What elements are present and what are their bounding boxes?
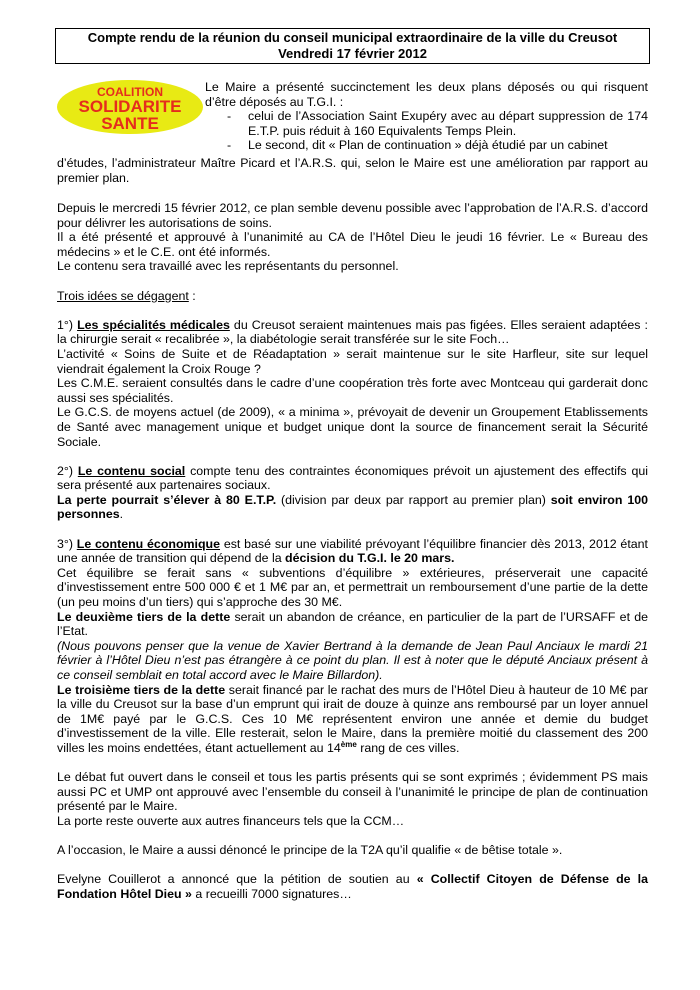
paragraph: Le G.C.S. de moyens actuel (de 2009), « a minima », prévoyait de devenir un Groupement Etablissements de Santé avec management unique et budget unique dont la source de financement serait la Sécurité Sociale. — [57, 405, 648, 449]
list-item-text: celui de l’Association Saint Exupéry avec au départ suppression de 174 E.T.P. puis réduit à 160 Equivalents Temps Plein. — [248, 109, 648, 138]
paragraph: La perte pourrait s’élever à 80 E.T.P. (division par deux par rapport au premier plan) soit environ 100 personnes. — [57, 492, 648, 522]
paragraph: A l’occasion, le Maire a aussi dénoncé le principe de la T2A qu’il qualifie « de bêtise totale ». — [57, 843, 563, 858]
intro-continuation: d’études, l’administrateur Maître Picard et l’A.R.S. qui, selon le Maire est une amélioration par rapport au premier plan. — [57, 156, 648, 185]
paragraph: Cet équilibre se ferait sans « subventions d’équilibre » extérieures, préserverait une capacité d’investissement entre 500 000 € et 1 M€ par an, et permettrait un remboursement d’une partie de la dette (un peu moins d’un tiers) qui s’approche des 30 M€. — [57, 565, 648, 610]
italic-note: (Nous pouvons penser que la venue de Xavier Bertrand à la demande de Jean Paul Anciaux le mardi 21 février à l’Hôtel Dieu n’est pas étrangère à ce point du plan. Il est à noter que le député Anciaux présent à ce conseil semblait en total accord avec le Maire Billardon). — [57, 638, 648, 682]
paragraph: La porte reste ouverte aux autres financeurs tels que la CCM… — [57, 813, 405, 828]
list-item-text: Le second, dit « Plan de continuation » déjà étudié par un cabinet — [248, 138, 608, 153]
title-line-2: Vendredi 17 février 2012 — [278, 45, 427, 61]
paragraph: Depuis le mercredi 15 février 2012, ce plan semble devenu possible avec l’approbation de l’A.R.S. d’accord pour délivrer les autorisations de soins. — [57, 201, 648, 230]
coalition-solidarite-sante-logo — [55, 78, 205, 136]
paragraph: L’activité « Soins de Suite et de Réadaptation » serait maintenue sur le site Harfleur, site sur lequel viendrait également la Croix Rouge ? — [57, 346, 648, 376]
paragraph: Il a été présenté et approuvé à l’unanimité au CA de l’Hôtel Dieu le jeudi 16 février. Le « Bureau des médecins » et le C.E. ont été informés. — [57, 230, 648, 259]
section-2: 2°) Le contenu social compte tenu des contraintes économiques prévoit un ajustement des effectifs qui sera présenté aux partenaires sociaux. — [57, 463, 648, 493]
document-body — [57, 201, 648, 902]
paragraph: Le débat fut ouvert dans le conseil et tous les partis présents qui se sont exprimés ; évidemment PS mais aussi PC et UMP ont approuvé avec l’ensemble du conseil à l’unanimité le principe de plan de continuation présenté par le Maire. — [57, 770, 648, 814]
svg-text:SOLIDARITE: SOLIDARITE — [78, 97, 182, 116]
intro-lead: Le Maire a présenté succinctement les deux plans déposés ou qui risquent d’être déposés au T.G.I. : — [205, 80, 648, 109]
section-1: 1°) Les spécialités médicales du Creusot seraient maintenues mais pas figées. Elles seraient adaptées : la chirurgie serait « recalibrée », la diabétologie serait transférée sur le site Foch… — [57, 317, 649, 347]
intro-block — [205, 80, 648, 153]
ideas-heading: Trois idées se dégagent : — [57, 288, 196, 303]
list-item: - Le second, dit « Plan de continuation » déjà étudié par un cabinet — [227, 138, 608, 153]
intro-list — [205, 109, 648, 153]
paragraph: Le troisième tiers de la dette serait financé par le rachat des murs de l’Hôtel Dieu à hauteur de 10 M€ par la ville du Creusot sur la base d’un emprunt qui irait de douze à quinze ans remboursé par un loyer annuel de 1M€ payé par le G.C.S. Ces 10 M€ représentent environ une année et demie du budget d’investissement de la ville. Elle resterait, selon le Maire, dans la première moitié du classement des 200 villes les moins endettées, étant actuellement au 14ème rang de ces villes. — [57, 682, 648, 755]
section-3-title: Le contenu économique — [76, 536, 221, 551]
title-line-1: Compte rendu de la réunion du conseil municipal extraordinaire de la ville du Creusot — [87, 30, 618, 45]
svg-text:COALITION: COALITION — [97, 85, 163, 99]
document-title — [55, 28, 650, 64]
section-2-title: Le contenu social — [77, 463, 186, 478]
paragraph: Le deuxième tiers de la dette serait un abandon de créance, en particulier de la part de l’URSAFF et de l’Etat. — [57, 609, 648, 639]
petition-paragraph: Evelyne Couillerot a annoncé que la pétition de soutien au « Collectif Citoyen de Défense de la Fondation Hôtel Dieu » a recueilli 7000 signatures… — [57, 872, 648, 901]
list-item: - celui de l’Association Saint Exupéry avec au départ suppression de 174 E.T.P. puis réduit à 160 Equivalents Temps Plein. — [227, 109, 648, 138]
svg-text:SANTE: SANTE — [101, 114, 159, 133]
paragraph: Le contenu sera travaillé avec les représentants du personnel. — [57, 259, 399, 274]
section-3: 3°) Le contenu économique est basé sur une viabilité prévoyant l’équilibre financier dès 2013, 2012 étant une année de transition qui dépend de la décision du T.G.I. le 20 mars. — [57, 536, 648, 566]
section-1-title: Les spécialités médicales — [77, 317, 230, 332]
paragraph: Les C.M.E. seraient consultés dans le cadre d’une coopération très forte avec Montceau qui garderait donc aussi ses spécialités. — [57, 376, 648, 405]
